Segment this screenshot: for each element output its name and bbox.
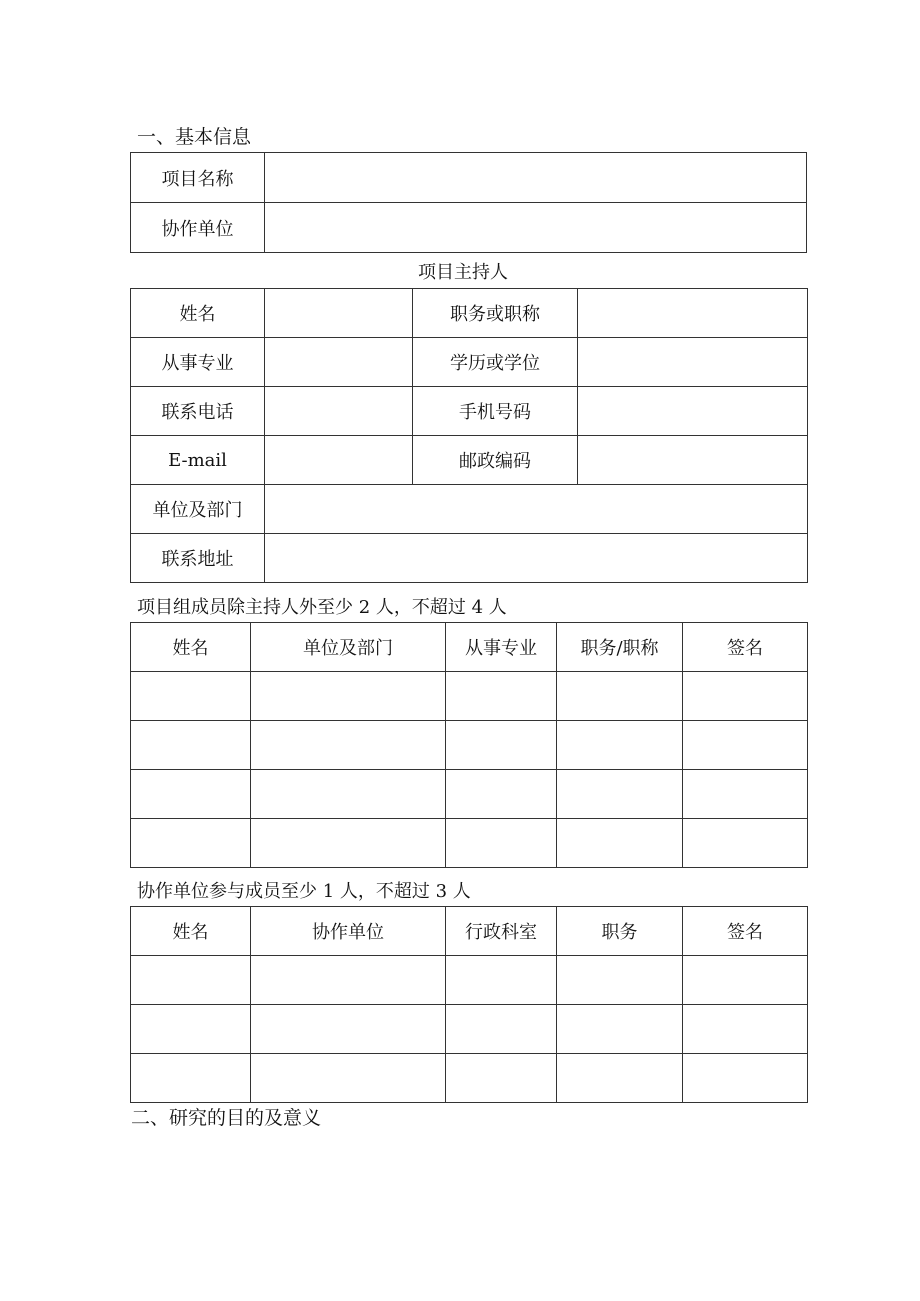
host-email-label: E-mail <box>131 436 265 485</box>
host-title-field[interactable] <box>578 289 808 338</box>
member-major-cell[interactable] <box>446 770 557 819</box>
host-caption: 项目主持人 <box>418 262 508 283</box>
host-phone-field[interactable] <box>265 387 413 436</box>
partner-name-cell[interactable] <box>131 1005 251 1054</box>
host-department-label: 单位及部门 <box>131 485 265 534</box>
partner-signature-cell[interactable] <box>683 956 808 1005</box>
partner-unit-cell[interactable] <box>251 1005 446 1054</box>
member-name-cell[interactable] <box>131 770 251 819</box>
member-title-cell[interactable] <box>557 672 683 721</box>
partner-signature-cell[interactable] <box>683 1054 808 1103</box>
host-mobile-label: 手机号码 <box>413 387 578 436</box>
host-name-field[interactable] <box>265 289 413 338</box>
host-degree-label: 学历或学位 <box>413 338 578 387</box>
member-major-cell[interactable] <box>446 819 557 868</box>
member-department-cell[interactable] <box>251 770 446 819</box>
partner-name-cell[interactable] <box>131 956 251 1005</box>
member-title-cell[interactable] <box>557 770 683 819</box>
host-postcode-label: 邮政编码 <box>413 436 578 485</box>
partners-header-position: 职务 <box>557 907 683 956</box>
host-department-field[interactable] <box>265 485 808 534</box>
host-address-field[interactable] <box>265 534 808 583</box>
host-degree-field[interactable] <box>578 338 808 387</box>
member-name-cell[interactable] <box>131 819 251 868</box>
table-row <box>131 819 808 868</box>
partner-unit-label: 协作单位 <box>131 203 265 253</box>
host-major-field[interactable] <box>265 338 413 387</box>
host-mobile-field[interactable] <box>578 387 808 436</box>
partner-position-cell[interactable] <box>557 1054 683 1103</box>
member-name-cell[interactable] <box>131 721 251 770</box>
partner-unit-cell[interactable] <box>251 956 446 1005</box>
table-row <box>131 721 808 770</box>
host-name-label: 姓名 <box>131 289 265 338</box>
member-signature-cell[interactable] <box>683 672 808 721</box>
partners-caption: 协作单位参与成员至少 1 人，不超过 3 人 <box>137 881 471 902</box>
host-address-label: 联系地址 <box>131 534 265 583</box>
partner-unit-cell[interactable] <box>251 1054 446 1103</box>
table-row <box>131 956 808 1005</box>
members-header-signature: 签名 <box>683 623 808 672</box>
table-row <box>131 1005 808 1054</box>
member-department-cell[interactable] <box>251 819 446 868</box>
member-major-cell[interactable] <box>446 672 557 721</box>
partners-header-name: 姓名 <box>131 907 251 956</box>
member-signature-cell[interactable] <box>683 721 808 770</box>
members-header-name: 姓名 <box>131 623 251 672</box>
partners-table <box>130 906 808 1103</box>
members-header-major: 从事专业 <box>446 623 557 672</box>
partner-unit-field[interactable] <box>265 203 807 253</box>
partners-header-unit: 协作单位 <box>251 907 446 956</box>
members-caption: 项目组成员除主持人外至少 2 人，不超过 4 人 <box>137 597 507 618</box>
partners-header-office: 行政科室 <box>446 907 557 956</box>
partner-position-cell[interactable] <box>557 956 683 1005</box>
host-major-label: 从事专业 <box>131 338 265 387</box>
partner-office-cell[interactable] <box>446 1054 557 1103</box>
partner-office-cell[interactable] <box>446 956 557 1005</box>
table-row <box>131 672 808 721</box>
member-major-cell[interactable] <box>446 721 557 770</box>
host-phone-label: 联系电话 <box>131 387 265 436</box>
member-signature-cell[interactable] <box>683 819 808 868</box>
member-title-cell[interactable] <box>557 721 683 770</box>
member-name-cell[interactable] <box>131 672 251 721</box>
project-name-label: 项目名称 <box>131 153 265 203</box>
partner-signature-cell[interactable] <box>683 1005 808 1054</box>
project-name-field[interactable] <box>265 153 807 203</box>
basic-info-table <box>130 152 807 253</box>
member-department-cell[interactable] <box>251 672 446 721</box>
members-table <box>130 622 808 868</box>
table-row <box>131 1054 808 1103</box>
members-header-title: 职务/职称 <box>557 623 683 672</box>
table-row <box>131 770 808 819</box>
partner-name-cell[interactable] <box>131 1054 251 1103</box>
host-postcode-field[interactable] <box>578 436 808 485</box>
members-header-department: 单位及部门 <box>251 623 446 672</box>
section-1-heading: 一、基本信息 <box>137 126 252 148</box>
partner-office-cell[interactable] <box>446 1005 557 1054</box>
partner-position-cell[interactable] <box>557 1005 683 1054</box>
partners-header-signature: 签名 <box>683 907 808 956</box>
host-table <box>130 288 808 583</box>
section-2-heading: 二、研究的目的及意义 <box>131 1107 322 1129</box>
member-department-cell[interactable] <box>251 721 446 770</box>
host-email-field[interactable] <box>265 436 413 485</box>
host-title-label: 职务或职称 <box>413 289 578 338</box>
member-signature-cell[interactable] <box>683 770 808 819</box>
member-title-cell[interactable] <box>557 819 683 868</box>
